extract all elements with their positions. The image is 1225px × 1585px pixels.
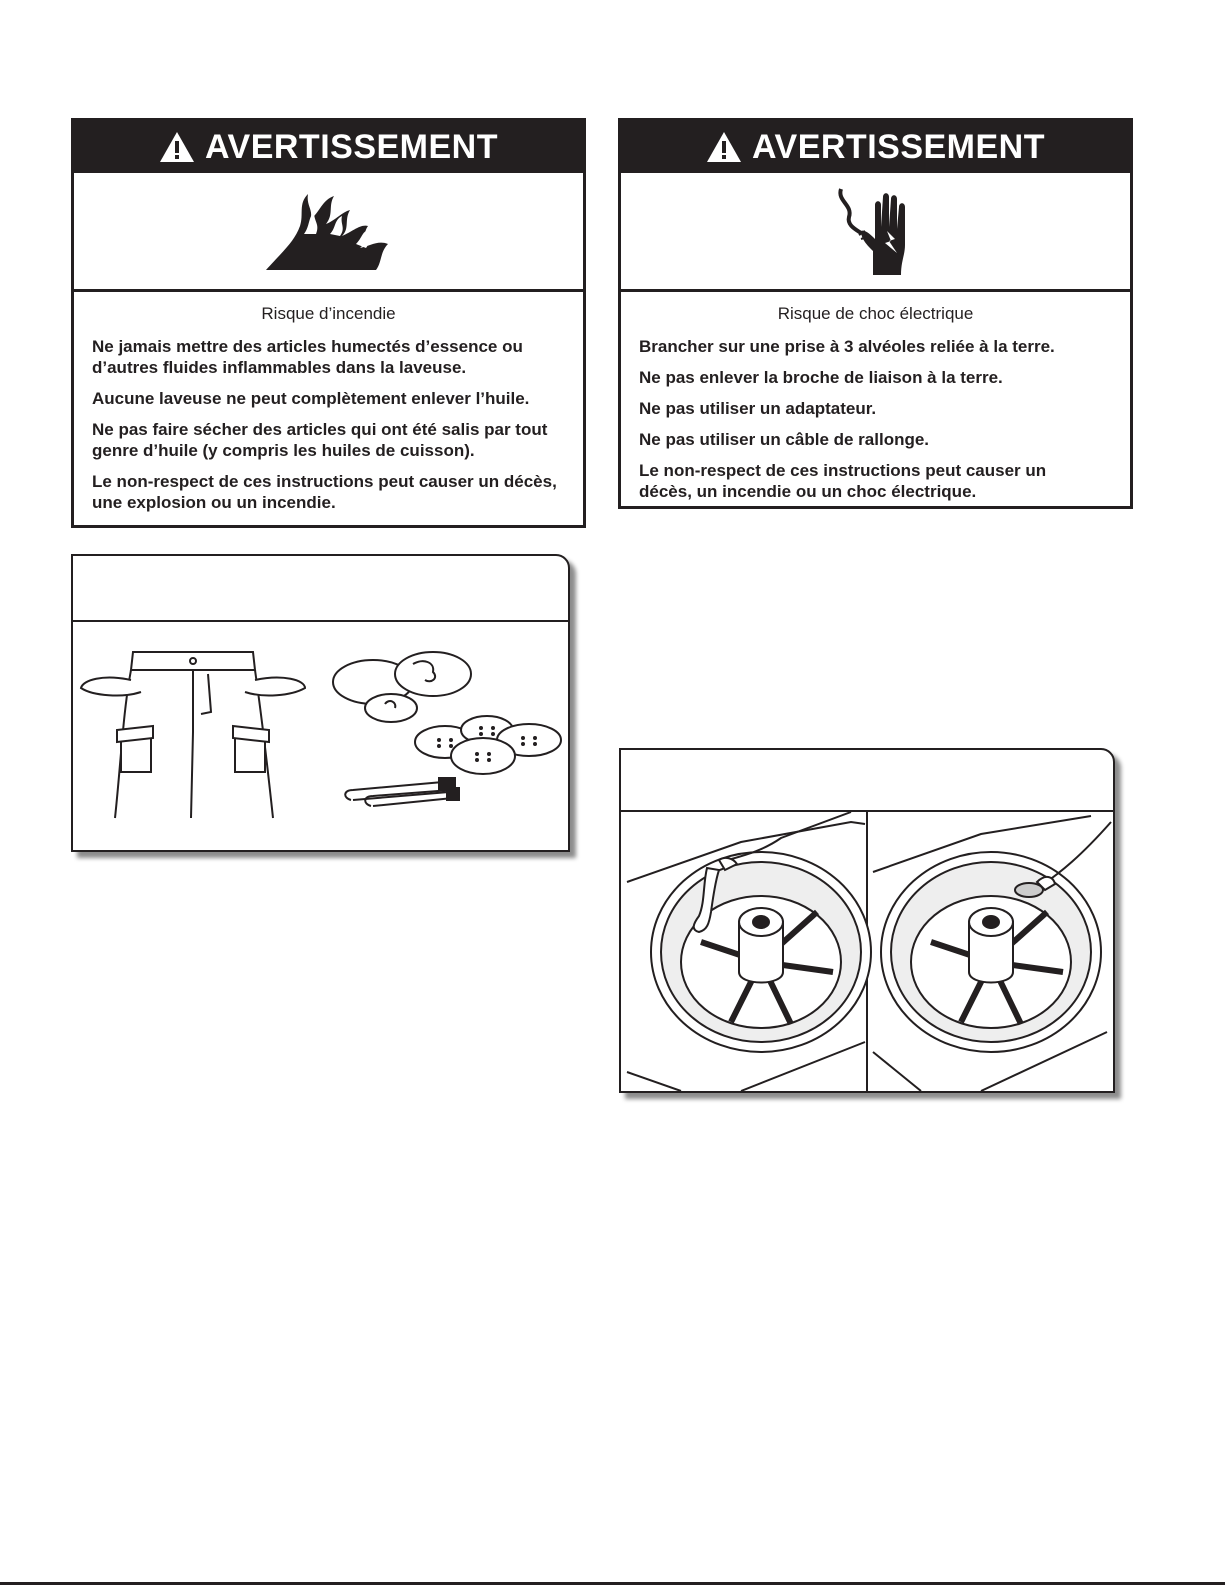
warning-item: Aucune laveuse ne peut complètement enlever l’huile.	[92, 389, 530, 408]
warning-item: Ne pas utiliser un câble de rallonge.	[639, 430, 930, 449]
pockets-illustration	[73, 622, 568, 850]
illustration-header-band	[73, 556, 568, 622]
fire-icon-row	[74, 173, 583, 292]
electric-shock-hand-icon	[831, 185, 921, 277]
buttons-icon	[415, 716, 561, 774]
safety-pins-icon	[345, 778, 459, 806]
shock-icon-row	[621, 173, 1130, 292]
warning-subtitle: Risque d’incendie	[261, 304, 396, 323]
warning-triangle-icon	[706, 131, 742, 163]
warning-subtitle: Risque de choc électrique	[777, 304, 974, 323]
warning-item: Ne pas utiliser un adaptateur.	[639, 399, 877, 418]
warning-item: Le non-respect de ces instructions peut causer un décès, un incendie ou un choc électrique.	[639, 461, 1047, 501]
washer-tub-illustration	[621, 812, 1113, 1091]
warning-triangle-icon	[159, 131, 195, 163]
washer-tub-pour-icon	[627, 812, 871, 1091]
illustration-header-band	[621, 750, 1113, 812]
warning-header-text: AVERTISSEMENT	[751, 127, 1045, 166]
warning-item: Ne jamais mettre des articles humectés d’essence ou d’autres fluides inflammables dans la laveuse.	[92, 337, 523, 377]
warning-item: Brancher sur une prise à 3 alvéoles reliée à la terre.	[639, 337, 1055, 356]
coins-icon	[333, 652, 471, 722]
warning-header-text: AVERTISSEMENT	[204, 127, 498, 166]
warning-item: Le non-respect de ces instructions peut causer un décès, une explosion ou un incendie.	[92, 472, 557, 512]
warning-body	[74, 292, 583, 513]
warning-header	[74, 121, 583, 173]
fire-icon	[264, 190, 394, 272]
warning-body	[621, 292, 1130, 502]
warning-header	[621, 121, 1130, 173]
warning-item: Ne pas enlever la broche de liaison à la terre.	[639, 368, 1003, 387]
washer-tub-illustration-panel	[619, 748, 1115, 1093]
empty-pockets-pants-icon	[81, 652, 305, 818]
empty-pockets-illustration-panel	[71, 554, 570, 852]
warning-item: Ne pas faire sécher des articles qui ont été salis par tout genre d’huile (y compris les huiles de cuisson).	[92, 420, 548, 460]
shock-warning-box	[618, 118, 1133, 509]
washer-tub-spoon-icon	[873, 816, 1111, 1091]
fire-warning-box	[71, 118, 586, 528]
